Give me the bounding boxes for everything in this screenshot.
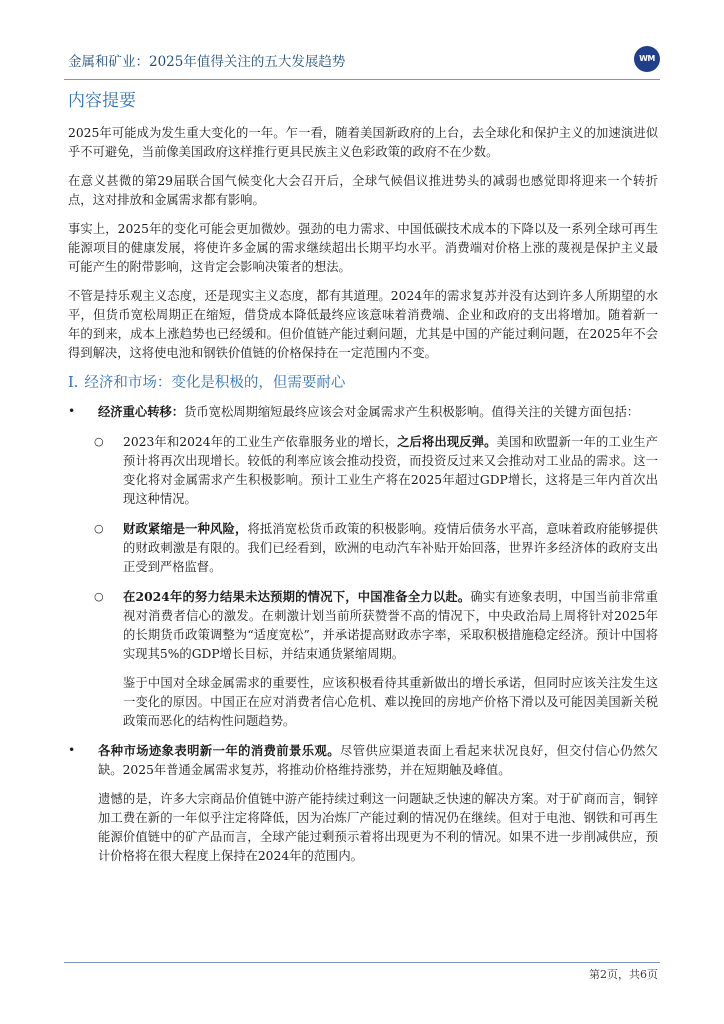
intro-paragraph-4: 不管是持乐观主义态度，还是现实主义态度，都有其道理。2024年的需求复苏并没有达到许多人所期望的水平，但货币宽松周期正在缩短，借贷成本降低最终应该意味着消费端、企业和政府的支出将增加。随着新一年的到来，成本上涨趋势也已经缓和。但价值链产能过剩问题，尤其是中国的产能过剩问题，在2025年不会得到解决，这将使电池和钢铁价值链的价格保持在一定范围内不变。 <box>68 289 658 360</box>
bullet-item <box>68 402 658 422</box>
bullet-bold-lead: 经济重心转移： <box>98 404 185 419</box>
bullet-bold-lead: 各种市场迹象表明新一年的消费前景乐观。 <box>98 743 340 758</box>
sub-bullet-marker: ○ <box>94 590 104 603</box>
sub-bullet-continuation: 鉴于中国对全球金属需求的重要性，应该积极看待其重新做出的增长承诺，但同时应该关注发生这一变化的原因。中国正在应对消费者信心危机、难以挽回的房地产价格下滑以及可能因美国新关税政策而恶化的结构性问题趋势。 <box>123 676 658 728</box>
sub-bullet-marker: ○ <box>94 435 104 448</box>
company-logo: WM <box>634 46 660 72</box>
sub-bullet-item <box>68 587 658 664</box>
bullet-item <box>68 741 658 780</box>
sub-bullet-marker: ○ <box>94 522 104 535</box>
sub-bullet-text-post: 确实有迹象表明，中国当前非常重视对消费者信心的激发。在刺激计划当前所获赞誉不高的情况下，中央政治局上周将针对2025年的长期货币政策调整为“适度宽松”，并承诺提高财政赤字率，采取积极措施稳定经济。预计中国将实现其5%的GDP增长目标，并结束通货紧缩周期。 <box>123 590 658 661</box>
sub-bullet-text-pre: 2023年和2024年的工业生产依靠服务业的增长， <box>123 435 398 449</box>
sub-bullet-item <box>68 432 658 509</box>
sub-bullet-item <box>68 519 658 577</box>
footer-divider <box>64 962 660 963</box>
bullet-text: 货币宽松周期缩短最终应该会对金属需求产生积极影响。值得关注的关键方面包括： <box>184 405 640 419</box>
bullet-text: 尽管供应渠道表面上看起来状况良好，但交付信心仍然欠缺。2025年普通金属需求复苏，将推动价格维持涨势，并在短期触及峰值。 <box>98 744 658 777</box>
intro-paragraph-3: 事实上，2025年的变化可能会更加微妙。强劲的电力需求、中国低碳技术成本的下降以及一系列全球可再生能源项目的健康发展，将使许多金属的需求继续超出长期平均水平。消费端对价格上涨的蔑视是保护主义最可能产生的附带影响，这肯定会影响决策者的想法。 <box>68 222 658 274</box>
header-title: 金属和矿业：2025年值得关注的五大发展趋势 <box>68 54 346 70</box>
report-body <box>68 90 658 876</box>
bullet-marker: • <box>68 743 76 757</box>
section-1-title: 经济和市场：变化是积极的，但需要耐心 <box>84 375 346 391</box>
header-divider <box>64 79 660 80</box>
section-title: 内容提要 <box>68 91 136 111</box>
sub-bullet-bold: 在2024年的努力结果未达预期的情况下，中国准备全力以赴。 <box>123 589 471 604</box>
page-number: 第2页，共6页 <box>589 968 658 981</box>
bullet-continuation: 遗憾的是，许多大宗商品价值链中游产能持续过剩这一问题缺乏快速的解决方案。对于矿商而言，铜锌加工费在新的一年似乎注定将降低，因为冶炼厂产能过剩的情况仍在继续。但对于电池、钢铁和可再生能源价值链中的矿产品而言，全球产能过剩预示着将出现更为不利的情况。如果不进一步削减供应，预计价格将在很大程度上保持在2024年的范围内。 <box>98 792 658 863</box>
intro-paragraph-1: 2025年可能成为发生重大变化的一年。乍一看，随着美国新政府的上台，去全球化和保护主义的加速演进似乎不可避免，当前像美国政府这样推行更具民族主义色彩政策的政府不在少数。 <box>68 126 658 159</box>
intro-paragraph-2: 在意义甚微的第29届联合国气候变化大会召开后，全球气候倡议推进势头的减弱也感觉即将迎来一个转折点，这对排放和金属需求都有影响。 <box>68 174 658 207</box>
section-1-number: I. <box>68 375 79 391</box>
sub-bullet-bold: 之后将出现反弹。 <box>397 434 497 449</box>
sub-bullet-text-post: 将抵消宽松货币政策的积极影响。疫情后债务水平高，意味着政府能够提供的财政刺激是有限的。我们已经看到，欧洲的电动汽车补贴开始回落，世界许多经济体的政府支出正受到严格监督。 <box>123 522 658 574</box>
page-header <box>64 46 660 72</box>
bullet-marker: • <box>68 404 76 418</box>
section-1-heading <box>68 373 658 393</box>
sub-bullet-text-post: 美国和欧盟新一年的工业生产预计将再次出现增长。较低的利率应该会推动投资，而投资反过来又会推动对工业品的需求。这一变化将对金属需求产生积极影响。预计工业生产将在2025年超过GDP增长，这将是三年内首次出现这种情况。 <box>123 435 658 506</box>
sub-bullet-bold: 财政紧缩是一种风险， <box>123 521 248 536</box>
